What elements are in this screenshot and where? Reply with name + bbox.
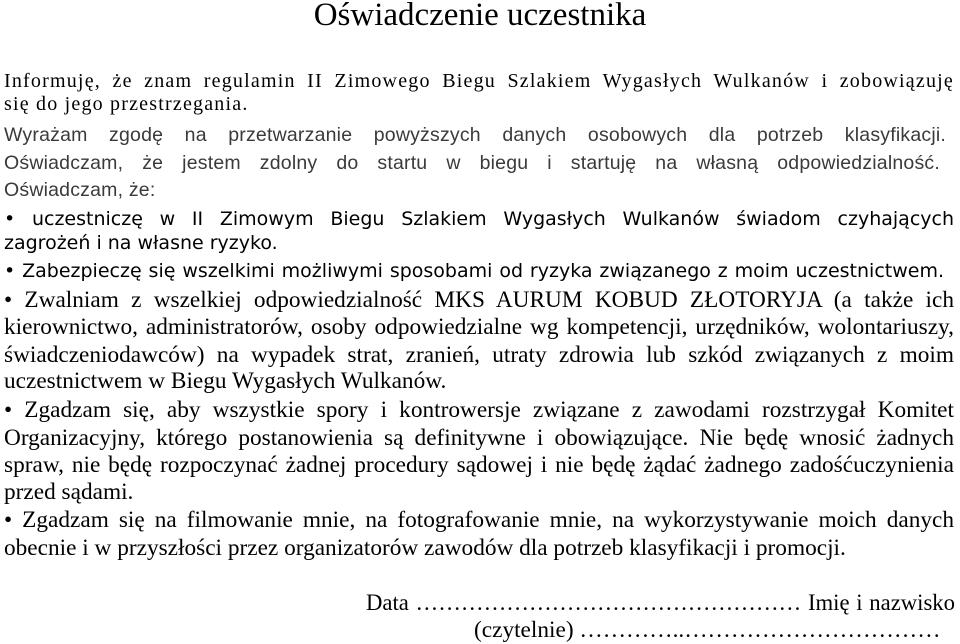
declaration-line: kierownictwo, administratorów, osoby odpowiedzialne wg kompetencji, urzędników, wolontariuszy, — [4, 314, 954, 340]
declaration-line: • uczestniczę w II Zimowym Biegu Szlakiem Wygasłych Wulkanów świadom czyhających — [4, 208, 954, 230]
declaration-line: zagrożeń i na własne ryzyko. — [4, 232, 278, 254]
declaration-line: • Zwalniam z wszelkiej odpowiedzialność MKS AURUM KOBUD ZŁOTORYJA (a także ich — [4, 287, 954, 313]
intro-line: się do jego przestrzegania. — [4, 93, 249, 115]
document-title: Oświadczenie uczestnika — [313, 0, 647, 33]
declaration-line: przed sądami. — [4, 479, 134, 505]
consent-line: Oświadczam, że: — [4, 179, 156, 201]
declaration-line: obecnie i w przyszłości przez organizatorów zawodów dla potrzeb klasyfikacji i promocji. — [4, 535, 846, 561]
declaration-line: • Zgadzam się, aby wszystkie spory i kontrowersje związane z zawodami rozstrzygał Komitet — [4, 397, 954, 423]
declaration-line: uczestnictwem w Biegu Wygasłych Wulkanów. — [4, 368, 447, 394]
signature-name-line: (czytelnie) …………..…………………………… — [474, 617, 941, 643]
declaration-line: Organizacyjny, którego postanowienia są definitywne i obowiązujące. Nie będę wnosić żadnych — [4, 425, 954, 451]
declaration-line: spraw, nie będę rozpoczynać żadnej procedury sądowej i nie będę żądać żadnego zadośćuczynienia — [4, 452, 954, 478]
consent-line: Wyrażam zgodę na przetwarzanie powyższych danych osobowych dla potrzeb klasyfikacji. — [4, 124, 946, 146]
intro-line: Informuję, że znam regulamin II Zimowego Biegu Szlakiem Wygasłych Wulkanów i zobowiązuję — [4, 70, 954, 92]
signature-date-line: Data …………………………………………… Imię i nazwisko — [366, 590, 955, 615]
declaration-line: • Zabezpieczę się wszelkimi możliwymi sposobami od ryzyka związanego z moim uczestnictwem. — [4, 260, 944, 282]
consent-line: Oświadczam, że jestem zdolny do startu w biegu i startuję na własną odpowiedzialność. — [4, 152, 940, 174]
declaration-line: • Zgadzam się na filmowanie mnie, na fotografowanie mnie, na wykorzystywanie moich danych — [4, 507, 954, 533]
declaration-line: świadczeniodawców) na wypadek strat, zranień, utraty zdrowia lub szkód związanych z moim — [4, 342, 954, 368]
